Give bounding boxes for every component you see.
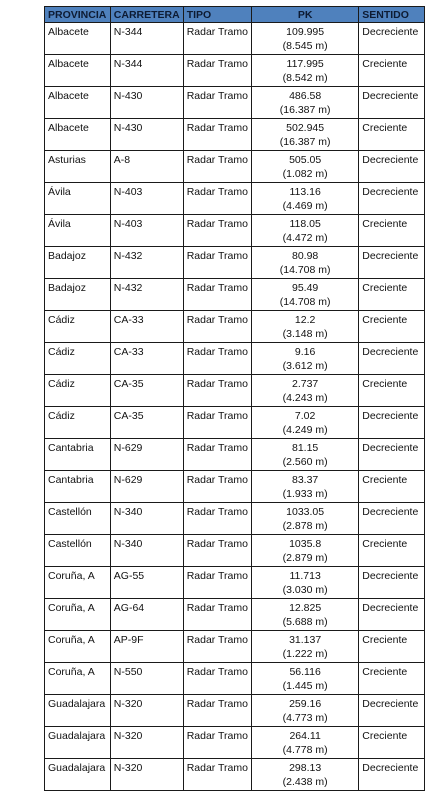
pk-value: 56.116: [289, 666, 321, 678]
carretera-cell: N-432: [110, 279, 183, 311]
pk-cell: [251, 631, 358, 663]
carretera-cell: N-430: [110, 119, 183, 151]
table-row: [45, 759, 425, 791]
carretera-cell: N-432: [110, 247, 183, 279]
pk-distance: (4.249 m): [282, 424, 328, 436]
table-row: [45, 695, 425, 727]
carretera-cell: N-403: [110, 215, 183, 247]
tipo-cell: Radar Tramo: [183, 631, 251, 663]
carretera-cell: N-340: [110, 535, 183, 567]
sentido-cell: Creciente: [359, 631, 425, 663]
provincia-cell: Cádiz: [45, 343, 111, 375]
pk-cell: [251, 375, 358, 407]
tipo-cell: Radar Tramo: [183, 151, 251, 183]
pk-cell: [251, 55, 358, 87]
sentido-cell: Creciente: [359, 471, 425, 503]
pk-distance: (16.387 m): [279, 136, 331, 148]
table-row: [45, 375, 425, 407]
carretera-cell: CA-33: [110, 343, 183, 375]
pk-distance: (1.082 m): [282, 168, 328, 180]
table-row: [45, 23, 425, 55]
pk-value: 505.05: [289, 154, 322, 166]
pk-cell: [251, 183, 358, 215]
carretera-cell: AP-9F: [110, 631, 183, 663]
pk-cell: [251, 279, 358, 311]
tipo-cell: Radar Tramo: [183, 119, 251, 151]
table-row: [45, 151, 425, 183]
sentido-cell: Creciente: [359, 55, 425, 87]
pk-cell: [251, 599, 358, 631]
pk-cell: [251, 311, 358, 343]
table-row: [45, 631, 425, 663]
carretera-cell: AG-55: [110, 567, 183, 599]
provincia-cell: Guadalajara: [45, 759, 111, 791]
pk-cell: [251, 663, 358, 695]
table-row: [45, 119, 425, 151]
sentido-cell: Decreciente: [359, 759, 425, 791]
header-row: [45, 7, 425, 23]
pk-value: 2.737: [291, 378, 319, 390]
carretera-cell: N-320: [110, 695, 183, 727]
header-provincia: PROVINCIA: [45, 7, 111, 23]
pk-value: 7.02: [294, 410, 316, 422]
pk-cell: [251, 119, 358, 151]
tipo-cell: Radar Tramo: [183, 407, 251, 439]
header-pk: PK: [251, 7, 358, 23]
sentido-cell: Decreciente: [359, 247, 425, 279]
table-row: [45, 55, 425, 87]
pk-value: 1035.8: [289, 538, 322, 550]
pk-distance: (1.222 m): [282, 648, 328, 660]
table-row: [45, 343, 425, 375]
pk-distance: (4.472 m): [282, 232, 328, 244]
pk-cell: [251, 727, 358, 759]
pk-distance: (1.445 m): [282, 680, 328, 692]
table-row: [45, 183, 425, 215]
provincia-cell: Cádiz: [45, 311, 111, 343]
pk-value: 502.945: [286, 122, 325, 134]
pk-distance: (4.469 m): [282, 200, 328, 212]
pk-value: 80.98: [291, 250, 319, 262]
pk-distance: (8.545 m): [282, 40, 328, 52]
pk-value: 12.2: [294, 314, 316, 326]
provincia-cell: Cádiz: [45, 407, 111, 439]
tipo-cell: Radar Tramo: [183, 471, 251, 503]
table-row: [45, 567, 425, 599]
tipo-cell: Radar Tramo: [183, 23, 251, 55]
tipo-cell: Radar Tramo: [183, 247, 251, 279]
sentido-cell: Creciente: [359, 215, 425, 247]
tipo-cell: Radar Tramo: [183, 279, 251, 311]
provincia-cell: Coruña, A: [45, 599, 111, 631]
tipo-cell: Radar Tramo: [183, 55, 251, 87]
provincia-cell: Ávila: [45, 215, 111, 247]
sentido-cell: Creciente: [359, 311, 425, 343]
pk-distance: (3.612 m): [282, 360, 328, 372]
tipo-cell: Radar Tramo: [183, 535, 251, 567]
table-row: [45, 471, 425, 503]
provincia-cell: Coruña, A: [45, 567, 111, 599]
pk-cell: [251, 471, 358, 503]
carretera-cell: N-344: [110, 55, 183, 87]
pk-value: 113.16: [289, 186, 321, 198]
pk-distance: (2.879 m): [282, 552, 328, 564]
pk-distance: (2.438 m): [282, 776, 328, 788]
sentido-cell: Decreciente: [359, 151, 425, 183]
provincia-cell: Albacete: [45, 87, 111, 119]
sentido-cell: Decreciente: [359, 567, 425, 599]
provincia-cell: Asturias: [45, 151, 111, 183]
table-row: [45, 535, 425, 567]
carretera-cell: N-340: [110, 503, 183, 535]
tipo-cell: Radar Tramo: [183, 375, 251, 407]
pk-cell: [251, 151, 358, 183]
pk-distance: (2.878 m): [282, 520, 328, 532]
tipo-cell: Radar Tramo: [183, 343, 251, 375]
provincia-cell: Albacete: [45, 55, 111, 87]
tipo-cell: Radar Tramo: [183, 695, 251, 727]
tipo-cell: Radar Tramo: [183, 599, 251, 631]
carretera-cell: N-344: [110, 23, 183, 55]
pk-distance: (4.243 m): [282, 392, 328, 404]
pk-value: 486.58: [289, 90, 322, 102]
carretera-cell: N-430: [110, 87, 183, 119]
pk-cell: [251, 407, 358, 439]
pk-cell: [251, 87, 358, 119]
tipo-cell: Radar Tramo: [183, 503, 251, 535]
pk-value: 95.49: [291, 282, 319, 294]
pk-distance: (5.688 m): [282, 616, 328, 628]
pk-value: 11.713: [289, 570, 321, 582]
carretera-cell: N-629: [110, 471, 183, 503]
table-row: [45, 599, 425, 631]
header-tipo: TIPO: [183, 7, 251, 23]
tipo-cell: Radar Tramo: [183, 215, 251, 247]
pk-cell: [251, 567, 358, 599]
pk-value: 298.13: [289, 762, 322, 774]
tipo-cell: Radar Tramo: [183, 87, 251, 119]
sentido-cell: Decreciente: [359, 599, 425, 631]
pk-cell: [251, 215, 358, 247]
pk-value: 264.11: [289, 730, 321, 742]
carretera-cell: N-550: [110, 663, 183, 695]
sentido-cell: Creciente: [359, 535, 425, 567]
pk-value: 83.37: [291, 474, 319, 486]
table-row: [45, 279, 425, 311]
table-row: [45, 247, 425, 279]
table-body: [45, 23, 425, 791]
pk-cell: [251, 503, 358, 535]
provincia-cell: Cantabria: [45, 439, 111, 471]
pk-value: 118.05: [289, 218, 321, 230]
carretera-cell: A-8: [110, 151, 183, 183]
sentido-cell: Creciente: [359, 663, 425, 695]
pk-cell: [251, 23, 358, 55]
provincia-cell: Ávila: [45, 183, 111, 215]
table-row: [45, 663, 425, 695]
sentido-cell: Creciente: [359, 279, 425, 311]
sentido-cell: Decreciente: [359, 87, 425, 119]
provincia-cell: Guadalajara: [45, 727, 111, 759]
carretera-cell: CA-35: [110, 407, 183, 439]
carretera-cell: AG-64: [110, 599, 183, 631]
sentido-cell: Decreciente: [359, 183, 425, 215]
pk-distance: (3.030 m): [282, 584, 328, 596]
tipo-cell: Radar Tramo: [183, 183, 251, 215]
pk-distance: (4.778 m): [282, 744, 328, 756]
pk-value: 109.995: [286, 26, 325, 38]
pk-distance: (3.148 m): [282, 328, 328, 340]
sentido-cell: Decreciente: [359, 23, 425, 55]
tipo-cell: Radar Tramo: [183, 311, 251, 343]
pk-distance: (2.560 m): [282, 456, 328, 468]
pk-value: 117.995: [286, 58, 324, 70]
tipo-cell: Radar Tramo: [183, 567, 251, 599]
provincia-cell: Albacete: [45, 119, 111, 151]
pk-value: 81.15: [291, 442, 319, 454]
table-row: [45, 727, 425, 759]
provincia-cell: Coruña, A: [45, 663, 111, 695]
pk-cell: [251, 343, 358, 375]
sentido-cell: Creciente: [359, 119, 425, 151]
pk-distance: (4.773 m): [282, 712, 328, 724]
radar-table: [44, 6, 425, 791]
carretera-cell: N-320: [110, 727, 183, 759]
sentido-cell: Decreciente: [359, 439, 425, 471]
header-carretera: CARRETERA: [110, 7, 183, 23]
provincia-cell: Cádiz: [45, 375, 111, 407]
table-row: [45, 407, 425, 439]
tipo-cell: Radar Tramo: [183, 663, 251, 695]
sentido-cell: Creciente: [359, 727, 425, 759]
sentido-cell: Decreciente: [359, 503, 425, 535]
pk-distance: (14.708 m): [279, 296, 331, 308]
table-row: [45, 87, 425, 119]
provincia-cell: Albacete: [45, 23, 111, 55]
pk-value: 259.16: [289, 698, 322, 710]
table-row: [45, 439, 425, 471]
carretera-cell: N-320: [110, 759, 183, 791]
sentido-cell: Decreciente: [359, 407, 425, 439]
pk-distance: (1.933 m): [282, 488, 328, 500]
pk-cell: [251, 247, 358, 279]
header-sentido: SENTIDO: [359, 7, 425, 23]
provincia-cell: Coruña, A: [45, 631, 111, 663]
sentido-cell: Creciente: [359, 375, 425, 407]
pk-value: 12.825: [289, 602, 322, 614]
table-row: [45, 503, 425, 535]
carretera-cell: CA-35: [110, 375, 183, 407]
pk-value: 9.16: [294, 346, 316, 358]
pk-cell: [251, 695, 358, 727]
table-row: [45, 311, 425, 343]
tipo-cell: Radar Tramo: [183, 727, 251, 759]
table-row: [45, 215, 425, 247]
provincia-cell: Castellón: [45, 503, 111, 535]
pk-cell: [251, 439, 358, 471]
provincia-cell: Castellón: [45, 535, 111, 567]
provincia-cell: Badajoz: [45, 247, 111, 279]
pk-distance: (16.387 m): [279, 104, 331, 116]
carretera-cell: N-629: [110, 439, 183, 471]
pk-cell: [251, 535, 358, 567]
table-header: [45, 7, 425, 23]
provincia-cell: Guadalajara: [45, 695, 111, 727]
carretera-cell: N-403: [110, 183, 183, 215]
sentido-cell: Decreciente: [359, 343, 425, 375]
pk-value: 1033.05: [286, 506, 325, 518]
pk-distance: (14.708 m): [279, 264, 331, 276]
sentido-cell: Decreciente: [359, 695, 425, 727]
tipo-cell: Radar Tramo: [183, 759, 251, 791]
provincia-cell: Badajoz: [45, 279, 111, 311]
carretera-cell: CA-33: [110, 311, 183, 343]
pk-cell: [251, 759, 358, 791]
pk-value: 31.137: [289, 634, 322, 646]
provincia-cell: Cantabria: [45, 471, 111, 503]
pk-distance: (8.542 m): [282, 72, 328, 84]
tipo-cell: Radar Tramo: [183, 439, 251, 471]
